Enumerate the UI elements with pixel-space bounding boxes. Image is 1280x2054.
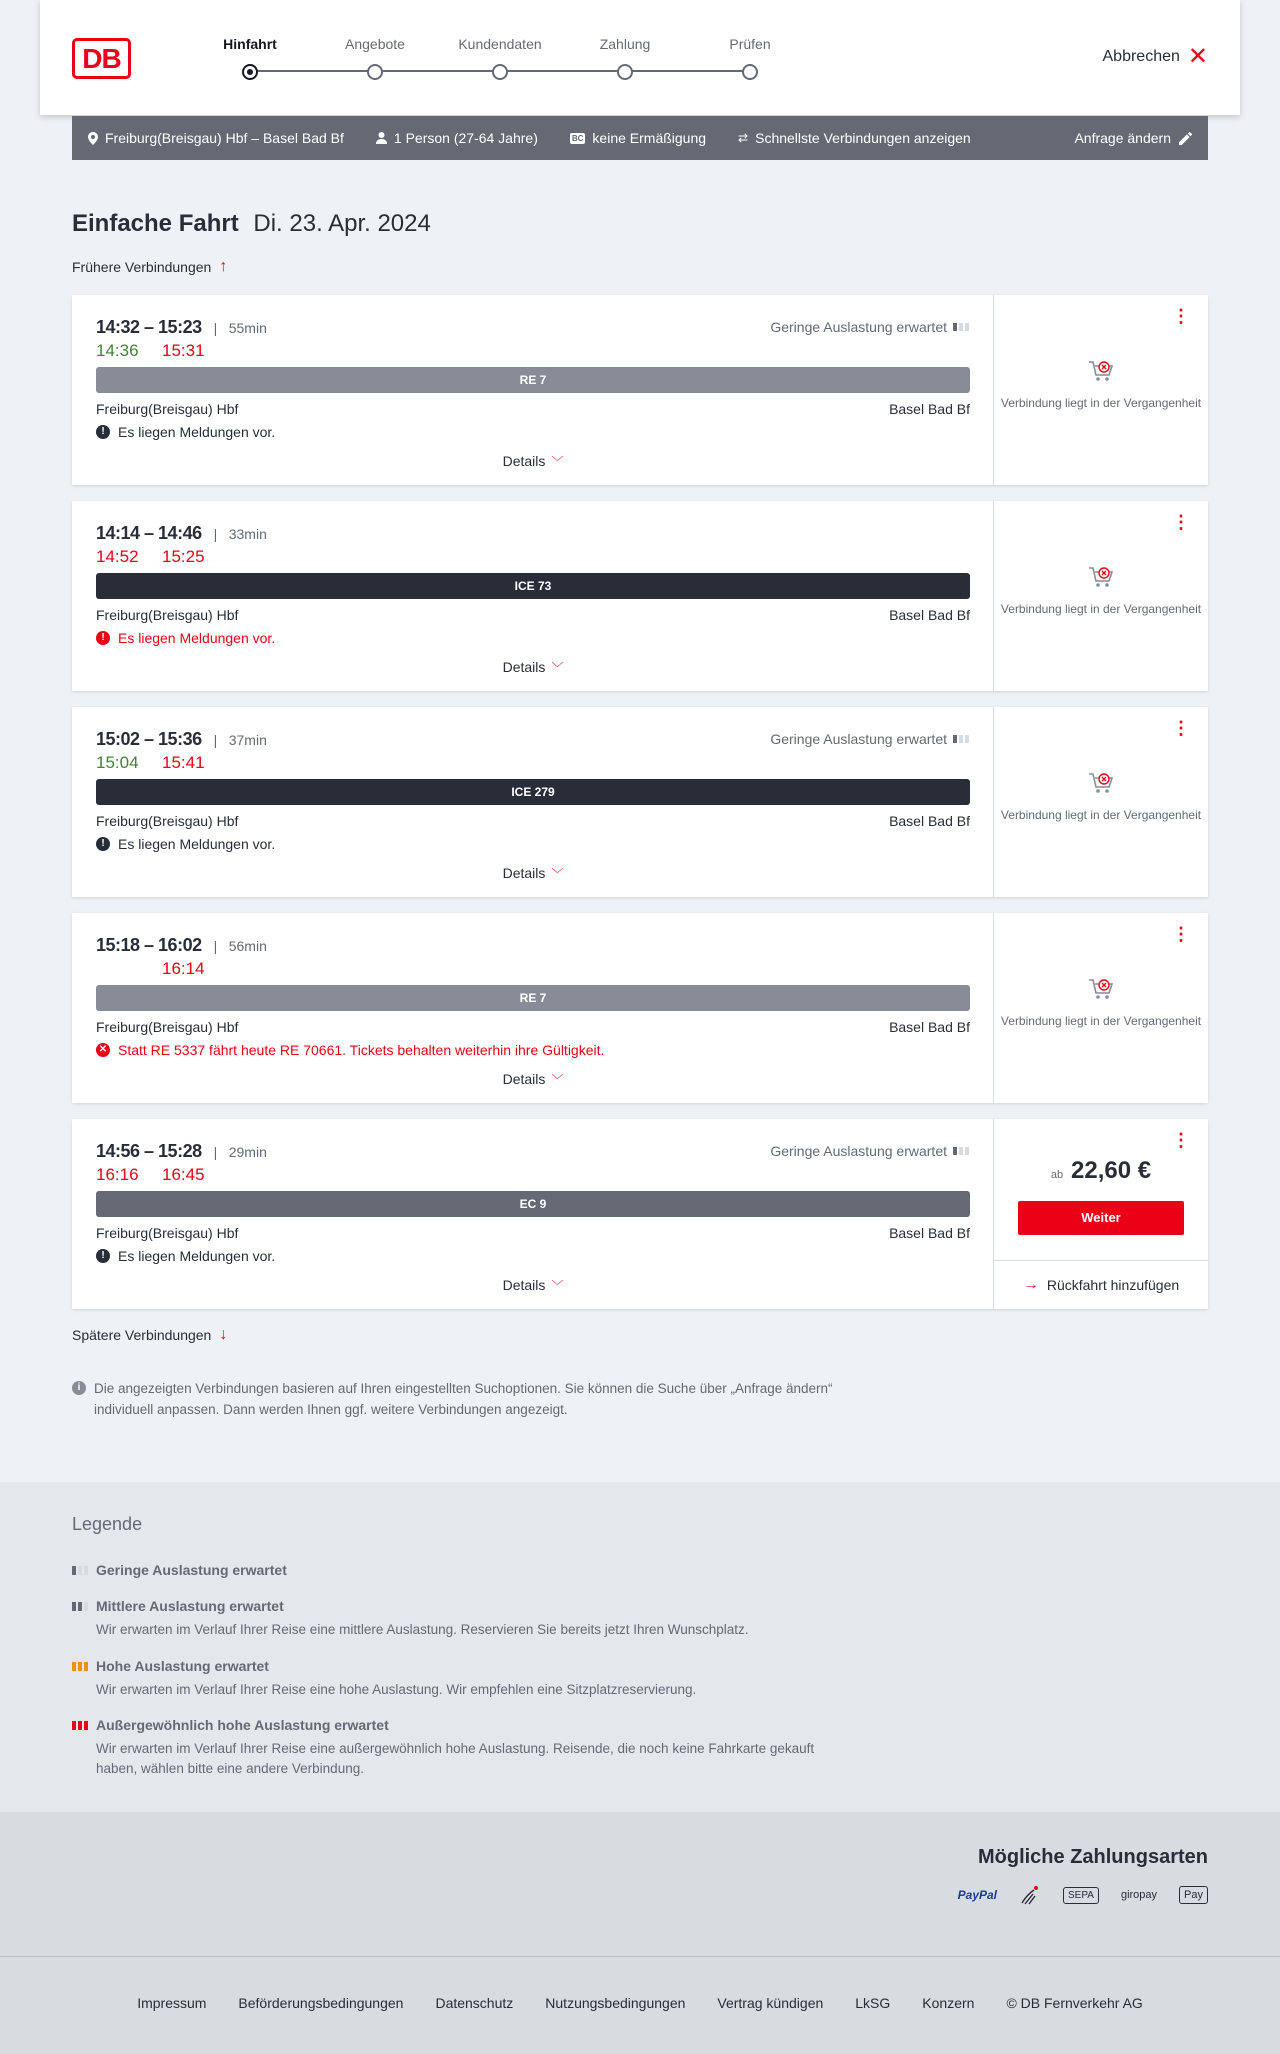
planned-times: 14:14 – 14:46 | 33min (96, 523, 267, 543)
alert-icon: ! (96, 631, 110, 645)
chevron-down-icon: ﹀ (551, 661, 564, 675)
more-options-icon[interactable]: ⋮ (1172, 1130, 1190, 1150)
cart-unavailable-icon (1087, 563, 1115, 591)
payment-title: Mögliche Zahlungsarten (977, 1846, 1208, 1868)
later-connections-link[interactable]: Spätere Verbindungen ↓ (72, 1326, 228, 1343)
cart-unavailable-icon (1087, 357, 1115, 385)
offer-panel (994, 913, 1208, 1103)
load-indicator: Geringe Auslastung erwartet (770, 1143, 969, 1159)
info-note: i Die angezeigten Verbindungen basieren auf Ihren eingestellten Suchoptionen. Sie können die Suche über „Anfrage ändern“ individuell anpassen. Dann werden Ihnen ggf. weitere Verbindungen angezeigt. (72, 1378, 852, 1420)
connection-card[interactable] (72, 707, 1208, 897)
load-indicator: Geringe Auslastung erwartet (770, 319, 969, 335)
continue-button[interactable]: Weiter (1018, 1201, 1184, 1235)
low-load-icon (953, 1147, 969, 1155)
cart-unavailable-icon (1087, 975, 1115, 1003)
footer-copyright: © DB Fernverkehr AG (1006, 1995, 1143, 2011)
message-notice: ✕ Statt RE 5337 fährt heute RE 70661. Tickets behalten weiterhin ihre Gültigkeit. (96, 1042, 604, 1058)
footer-link-konzern[interactable]: Konzern (922, 1995, 975, 2011)
payment-icons (958, 1884, 1208, 1906)
legend-section (0, 1482, 1280, 1812)
connection-info (72, 913, 994, 1103)
message-notice: ! Es liegen Meldungen vor. (96, 836, 275, 852)
low-load-icon (72, 1566, 88, 1575)
duration: 33min (228, 525, 267, 542)
step-zahlung[interactable]: Zahlung (565, 36, 685, 80)
medium-load-icon (72, 1602, 88, 1611)
past-connection-notice: Verbindung liegt in der Vergangenheit (994, 769, 1208, 823)
travel-date: Di. 23. Apr. 2024 (253, 210, 431, 237)
planned-times: 14:32 – 15:23 | 55min (96, 317, 267, 337)
more-options-icon[interactable]: ⋮ (1172, 924, 1190, 944)
low-load-icon (953, 323, 969, 331)
footer-link-nutzungsbedingungen[interactable]: Nutzungsbedingungen (545, 1995, 686, 2011)
message-notice: ! Es liegen Meldungen vor. (96, 630, 275, 646)
step-kundendaten[interactable]: Kundendaten (440, 36, 560, 80)
details-toggle[interactable]: Details ﹀ (502, 1277, 564, 1293)
page-title: Einfache Fahrt Di. 23. Apr. 2024 (72, 210, 431, 237)
train-bar[interactable]: RE 7 (96, 367, 970, 393)
connection-card[interactable] (72, 913, 1208, 1103)
cancel-circle-icon: ✕ (96, 1043, 110, 1057)
apple-pay-icon: Pay (1179, 1886, 1208, 1904)
step-dot (492, 64, 508, 80)
legend-item: Hohe Auslastung erwartet Wir erwarten im Verlauf Ihrer Reise eine hohe Auslastung. Wir empfehlen eine Sitzplatzreservierung. (72, 1658, 852, 1700)
duration: 55min (228, 319, 267, 336)
planned-times: 15:18 – 16:02 | 56min (96, 935, 267, 955)
planned-times: 14:56 – 15:28 | 29min (96, 1141, 267, 1161)
offer-panel (994, 295, 1208, 485)
arrow-up-icon: ↑ (219, 258, 228, 275)
high-load-icon (72, 1662, 88, 1671)
details-toggle[interactable]: Details ﹀ (502, 865, 564, 881)
stations: Freiburg(Breisgau) Hbf Basel Bad Bf (96, 1225, 970, 1241)
train-bar[interactable]: EC 9 (96, 1191, 970, 1217)
stations: Freiburg(Breisgau) Hbf Basel Bad Bf (96, 607, 970, 623)
real-times: 14:36 15:31 (96, 341, 205, 360)
paypal-icon: PayPal (957, 1888, 998, 1902)
alert-icon: ! (96, 1249, 110, 1263)
offer-panel (994, 1119, 1208, 1309)
legend-title: Legende (72, 1514, 143, 1534)
footer-link-vertrag-kuendigen[interactable]: Vertrag kündigen (717, 1995, 824, 2011)
footer-link-befoerderungsbedingungen[interactable]: Beförderungsbedingungen (238, 1995, 404, 2011)
duration: 29min (228, 1143, 267, 1160)
fastest-connections-option: ⇄ Schnellste Verbindungen anzeigen (738, 130, 971, 146)
connection-info (72, 501, 994, 691)
chevron-down-icon: ﹀ (551, 867, 564, 881)
low-load-icon (953, 735, 969, 743)
train-bar[interactable]: ICE 279 (96, 779, 970, 805)
payment-methods (0, 1812, 1280, 1957)
past-connection-notice: Verbindung liegt in der Vergangenheit (994, 357, 1208, 411)
details-toggle[interactable]: Details ﹀ (502, 659, 564, 675)
real-times: 16:14 (162, 959, 205, 978)
duration: 37min (228, 731, 267, 748)
step-hinfahrt[interactable]: Hinfahrt (190, 36, 310, 80)
cart-unavailable-icon (1087, 769, 1115, 797)
footer-links (0, 1995, 1280, 2011)
step-dot (742, 64, 758, 80)
more-options-icon[interactable]: ⋮ (1172, 306, 1190, 326)
offer-panel (994, 501, 1208, 691)
more-options-icon[interactable]: ⋮ (1172, 512, 1190, 532)
route-summary: Freiburg(Breisgau) Hbf – Basel Bad Bf (88, 130, 344, 146)
close-icon: ✕ (1187, 43, 1208, 70)
footer-link-lksg[interactable]: LkSG (855, 1995, 891, 2011)
persons-summary: 1 Person (27-64 Jahre) (376, 130, 538, 146)
past-connection-notice: Verbindung liegt in der Vergangenheit (994, 563, 1208, 617)
step-dot (367, 64, 383, 80)
info-icon: i (72, 1381, 86, 1395)
bahncard-icon: BC (571, 133, 584, 143)
person-icon (376, 132, 387, 144)
connection-info (72, 1119, 994, 1309)
message-notice: ! Es liegen Meldungen vor. (96, 1248, 275, 1264)
alert-icon: ! (96, 837, 110, 851)
step-dot (617, 64, 633, 80)
connection-info (72, 295, 994, 485)
connection-card[interactable] (72, 501, 1208, 691)
step-pruefen[interactable]: Prüfen (690, 36, 810, 80)
connection-card[interactable] (72, 1119, 1208, 1309)
sepa-icon: SEPA (1063, 1887, 1099, 1904)
step-angebote[interactable]: Angebote (315, 36, 435, 80)
step-dot-active (242, 64, 258, 80)
db-logo[interactable]: DB (72, 38, 131, 79)
legend-item: Mittlere Auslastung erwartet Wir erwarten im Verlauf Ihrer Reise eine mittlere Auslastung. Reservieren Sie bereits jetzt Ihren Wunschplatz. (72, 1598, 852, 1640)
details-toggle[interactable]: Details ﹀ (502, 1071, 564, 1087)
arrow-down-icon: ↓ (219, 1326, 228, 1343)
duration: 56min (228, 937, 267, 954)
discount-summary: BC keine Ermäßigung (571, 130, 707, 146)
real-times: 15:04 15:41 (96, 753, 205, 772)
arrow-right-icon: → (1022, 1276, 1039, 1293)
real-times: 16:16 16:45 (96, 1165, 205, 1184)
header (40, 0, 1240, 115)
footer-link-impressum[interactable]: Impressum (137, 1995, 207, 2011)
train-bar[interactable]: ICE 73 (96, 573, 970, 599)
load-indicator: Geringe Auslastung erwartet (770, 731, 969, 747)
planned-times: 15:02 – 15:36 | 37min (96, 729, 267, 749)
earlier-connections-link[interactable]: Frühere Verbindungen ↑ (72, 258, 228, 275)
stations: Freiburg(Breisgau) Hbf Basel Bad Bf (96, 401, 970, 417)
chevron-down-icon: ﹀ (551, 1279, 564, 1293)
progress-steps (210, 36, 810, 86)
past-connection-notice: Verbindung liegt in der Vergangenheit (994, 975, 1208, 1029)
message-notice: ! Es liegen Meldungen vor. (96, 424, 275, 440)
more-options-icon[interactable]: ⋮ (1172, 718, 1190, 738)
stations: Freiburg(Breisgau) Hbf Basel Bad Bf (96, 813, 970, 829)
footer (0, 1957, 1280, 2054)
credit-card-icon (1019, 1884, 1041, 1906)
swap-icon: ⇄ (738, 131, 749, 145)
very-high-load-icon (72, 1721, 88, 1730)
giropay-icon: giropay (1120, 1889, 1158, 1901)
legend-item: Geringe Auslastung erwartet (72, 1562, 852, 1578)
chevron-down-icon: ﹀ (551, 1073, 564, 1087)
location-pin-icon (88, 132, 98, 145)
alert-icon: ! (96, 425, 110, 439)
footer-link-datenschutz[interactable]: Datenschutz (435, 1995, 514, 2011)
legend-item: Außergewöhnlich hohe Auslastung erwartet Wir erwarten im Verlauf Ihrer Reise eine außergewöhnlich hohe Auslastung. Reisende, die noch keine Fahrkarte gekauft haben, wählen bitte eine andere Verbindung. (72, 1717, 852, 1779)
cancel-button[interactable]: Abbrechen ✕ (1102, 43, 1208, 70)
chevron-down-icon: ﹀ (551, 455, 564, 469)
change-request-button[interactable]: Anfrage ändern (1074, 130, 1192, 146)
pencil-icon (1179, 132, 1192, 145)
price: ab 22,60 € (1050, 1157, 1152, 1184)
stations: Freiburg(Breisgau) Hbf Basel Bad Bf (96, 1019, 970, 1035)
real-times: 14:52 15:25 (96, 547, 205, 566)
connection-info (72, 707, 994, 897)
train-bar[interactable]: RE 7 (96, 985, 970, 1011)
offer-panel (994, 707, 1208, 897)
details-toggle[interactable]: Details ﹀ (502, 453, 564, 469)
connection-card[interactable] (72, 295, 1208, 485)
add-return-trip-button[interactable]: → Rückfahrt hinzufügen (994, 1260, 1208, 1309)
search-summary-bar (72, 116, 1208, 160)
